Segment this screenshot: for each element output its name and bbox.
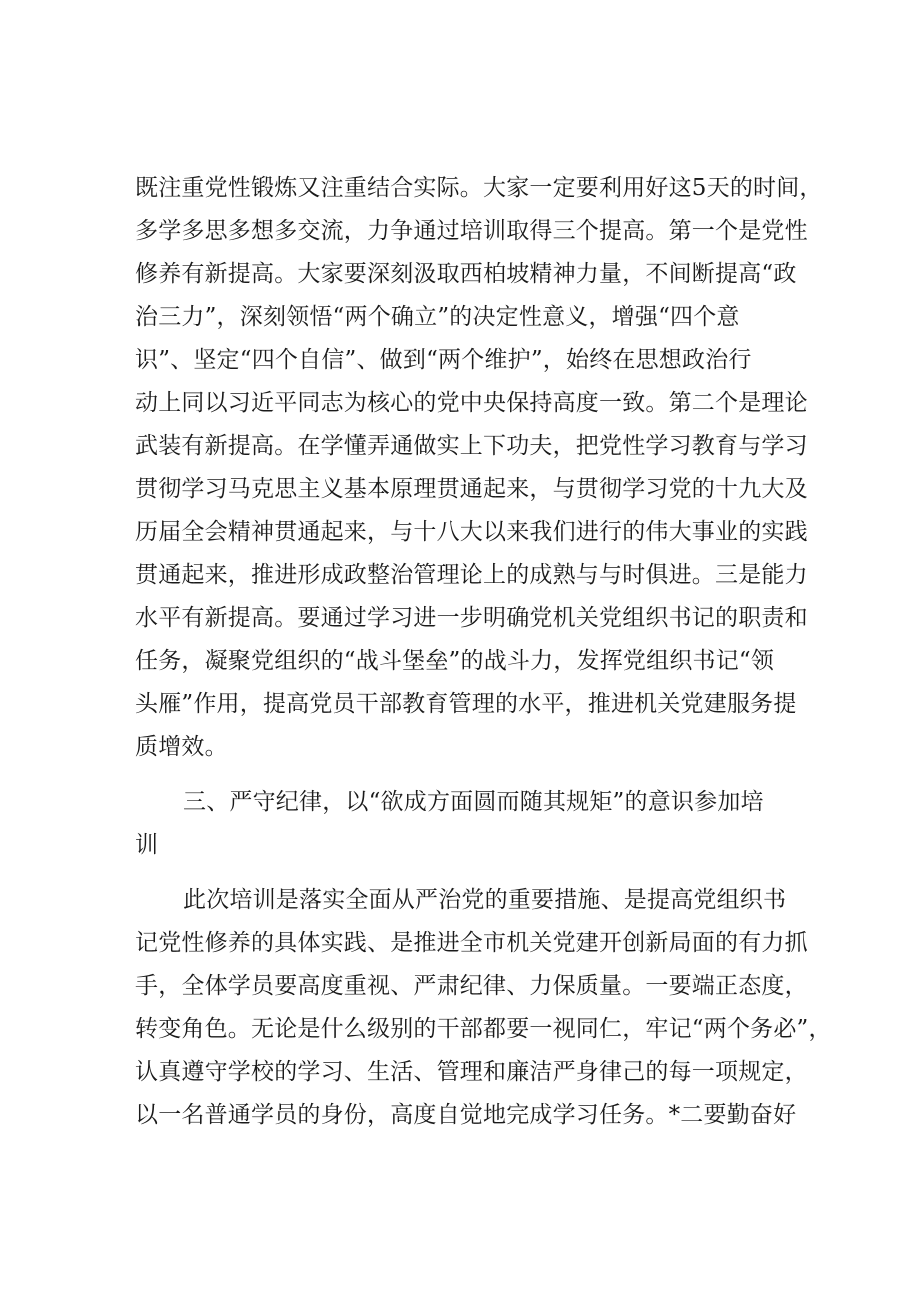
paragraph-line: 多学多思多想多交流，力争通过培训取得三个提高。第一个是党性 [135,218,808,244]
paragraph-line: 头雁”作用，提高党员干部教育管理的水平，推进机关党建服务提 [135,691,797,717]
paragraph-line: 治三力”，深刻领悟“两个确立”的决定性意义，增强“四个意 [135,304,740,330]
paragraph-line: 以一名普通学员的身份，高度自觉地完成学习任务。*二要勤奋好 [135,1102,797,1128]
paragraph-line: 武装有新提高。在学懂弄通做实上下功夫，把党性学习教育与学习 [135,433,808,459]
paragraph-line: 认真遵守学校的学习、生活、管理和廉洁严身律己的每一项规定， [135,1059,808,1085]
section-heading: 训 [135,832,159,858]
section-heading: 三、严守纪律，以“欲成方面圆而随其规矩”的意识参加培 [183,789,764,815]
paragraph-line: 动上同以习近平同志为核心的党中央保持高度一致。第二个是理论 [135,390,808,416]
paragraph-line: 既注重党性锻炼又注重结合实际。大家一定要利用好这5天的时间， [135,175,823,201]
paragraph-line: 贯通起来，推进形成政整治管理论上的成熟与与时俱进。三是能力 [135,562,808,588]
paragraph-line: 修养有新提高。大家要深刻汲取西柏坡精神力量，不间断提高“政 [135,261,797,287]
paragraph-line: 转变角色。无论是什么级别的干部都要一视同仁，牢记“两个务必”， [135,1016,832,1042]
paragraph-line: 任务，凝聚党组织的“战斗堡垒”的战斗力，发挥党组织书记“领 [135,648,775,674]
paragraph-line: 贯彻学习马克思主义基本原理贯通起来，与贯彻学习党的十九大及 [135,476,808,502]
paragraph-line: 手，全体学员要高度重视、严肃纪律、力保质量。一要端正态度， [135,973,808,999]
paragraph-line: 质增效。 [135,734,228,760]
paragraph-line: 水平有新提高。要通过学习进一步明确党机关党组织书记的职责和 [135,605,808,631]
paragraph-line: 此次培训是落实全面从严治党的重要措施、是提高党组织书 [183,887,787,913]
paragraph-line: 识”、坚定“四个自信”、做到“两个维护”，始终在思想政治行 [135,347,752,373]
paragraph-line: 记党性修养的具体实践、是推进全市机关党建开创新局面的有力抓 [135,930,808,956]
paragraph-line: 历届全会精神贯通起来，与十八大以来我们进行的伟大事业的实践 [135,519,808,545]
